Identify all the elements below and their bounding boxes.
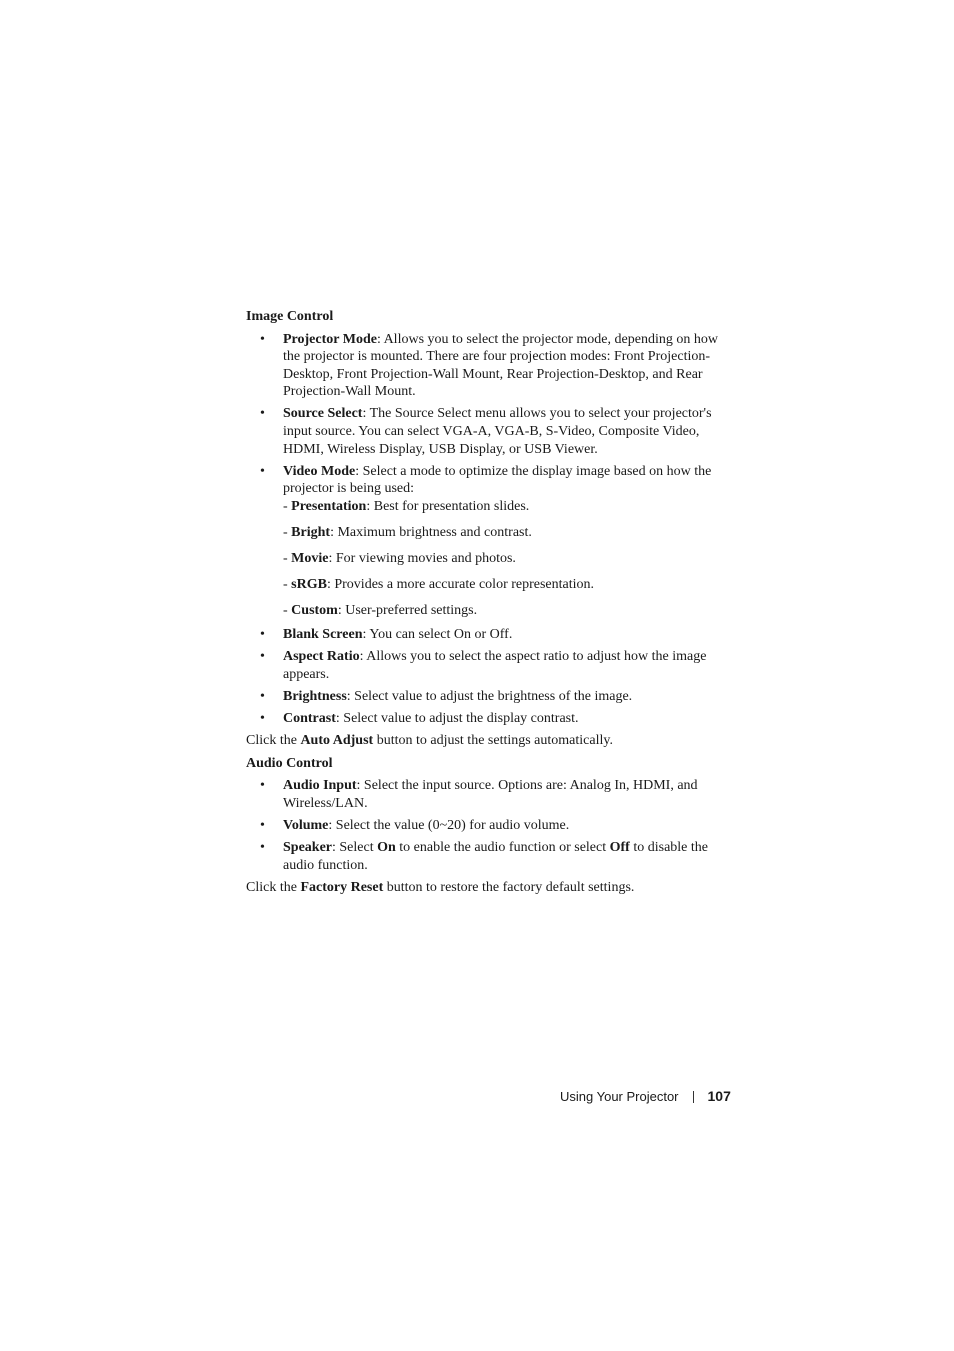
audio-control-heading: Audio Control <box>246 755 333 771</box>
item-term: Volume <box>283 817 329 833</box>
list-item <box>246 405 738 458</box>
option-term: Movie <box>291 550 329 566</box>
item-text: : The Source Select menu allows you to select your projector's input source. You can select VGA-A, VGA-B, S-Video, Composite Video, HDMI, Wireless Display, USB Display, or USB Viewer. <box>283 406 712 457</box>
list-item <box>246 817 738 835</box>
off-term: Off <box>609 840 630 856</box>
list-item <box>246 626 738 644</box>
factory-reset-paragraph <box>246 879 738 897</box>
dash: - <box>283 550 292 566</box>
bullet: • <box>260 817 265 833</box>
bullet: • <box>260 649 265 665</box>
bullet: • <box>260 840 265 856</box>
item-term: Aspect Ratio <box>283 649 360 665</box>
list-item <box>246 777 738 812</box>
option-term: Presentation <box>291 498 367 514</box>
page-footer <box>560 1088 731 1104</box>
bullet: • <box>260 710 265 726</box>
list-item <box>246 331 738 401</box>
on-term: On <box>377 840 396 856</box>
item-term: Blank Screen <box>283 627 363 643</box>
video-mode-option <box>283 498 738 516</box>
list-item <box>246 463 738 619</box>
dash: - <box>283 498 292 514</box>
item-term: Contrast <box>283 710 336 726</box>
bullet: • <box>260 688 265 704</box>
document-body <box>246 308 738 901</box>
audio-control-list <box>246 777 738 874</box>
dash: - <box>283 524 292 540</box>
item-term: Brightness <box>283 688 347 704</box>
factory-reset-term: Factory Reset <box>300 879 384 895</box>
item-term: Audio Input <box>283 778 357 794</box>
item-text: : Select value to adjust the brightness of the image. <box>346 688 633 704</box>
item-text: : You can select On or Off. <box>362 627 513 643</box>
item-text: to enable the audio function or select <box>395 840 610 856</box>
item-term: Projector Mode <box>283 331 377 347</box>
para-text: Click the <box>246 733 301 749</box>
option-term: Custom <box>291 602 338 618</box>
bullet: • <box>260 463 265 479</box>
bullet: • <box>260 627 265 643</box>
item-term: Speaker <box>283 840 332 856</box>
option-text: : User-preferred settings. <box>337 602 478 618</box>
option-text: : Maximum brightness and contrast. <box>330 524 532 540</box>
video-mode-option <box>283 576 738 594</box>
option-text: : Provides a more accurate color representation. <box>326 576 595 592</box>
para-text: button to adjust the settings automatically. <box>373 733 613 749</box>
option-term: Bright <box>291 524 331 540</box>
auto-adjust-term: Auto Adjust <box>300 733 374 749</box>
para-text: Click the <box>246 879 301 895</box>
item-term: Source Select <box>283 406 363 422</box>
option-term: sRGB <box>291 576 327 592</box>
para-text: button to restore the factory default settings. <box>383 879 635 895</box>
dash: - <box>283 576 292 592</box>
list-item <box>246 839 738 874</box>
bullet: • <box>260 406 265 422</box>
item-text: : Select the value (0~20) for audio volume. <box>328 817 570 833</box>
option-text: : Best for presentation slides. <box>366 498 530 514</box>
item-text: : Select <box>332 840 378 856</box>
item-text: : Allows you to select the aspect ratio to adjust how the image appears. <box>283 649 707 682</box>
auto-adjust-paragraph <box>246 732 738 750</box>
dash: - <box>283 602 292 618</box>
item-text: : Select a mode to optimize the display image based on how the projector is being used: <box>283 463 712 497</box>
video-mode-option <box>283 550 738 568</box>
image-control-list <box>246 331 738 728</box>
list-item <box>246 710 738 728</box>
list-item <box>246 688 738 706</box>
video-mode-options <box>283 498 738 619</box>
option-text: : For viewing movies and photos. <box>328 550 516 566</box>
item-term: Video Mode <box>283 463 356 479</box>
item-text: : Select the input source. Options are: Analog In, HDMI, and Wireless/LAN. <box>283 778 698 811</box>
page-number: 107 <box>707 1088 731 1104</box>
video-mode-option <box>283 602 738 620</box>
video-mode-option <box>283 524 738 542</box>
bullet: • <box>260 331 265 347</box>
footer-divider <box>693 1091 694 1103</box>
footer-section-title: Using Your Projector <box>560 1089 679 1104</box>
item-text: : Select value to adjust the display contrast. <box>335 710 579 726</box>
image-control-heading: Image Control <box>246 309 334 324</box>
item-text: : Allows you to select the projector mode, depending on how the projector is mounted. There are four projection modes: Front Projection-Desktop, Front Projection-Wall Mount, Rear Projection-Desktop, and Rear Projection-Wall Mount. <box>283 331 718 400</box>
list-item <box>246 648 738 683</box>
item-text: to disable the audio function. <box>283 840 708 873</box>
bullet: • <box>260 778 265 794</box>
